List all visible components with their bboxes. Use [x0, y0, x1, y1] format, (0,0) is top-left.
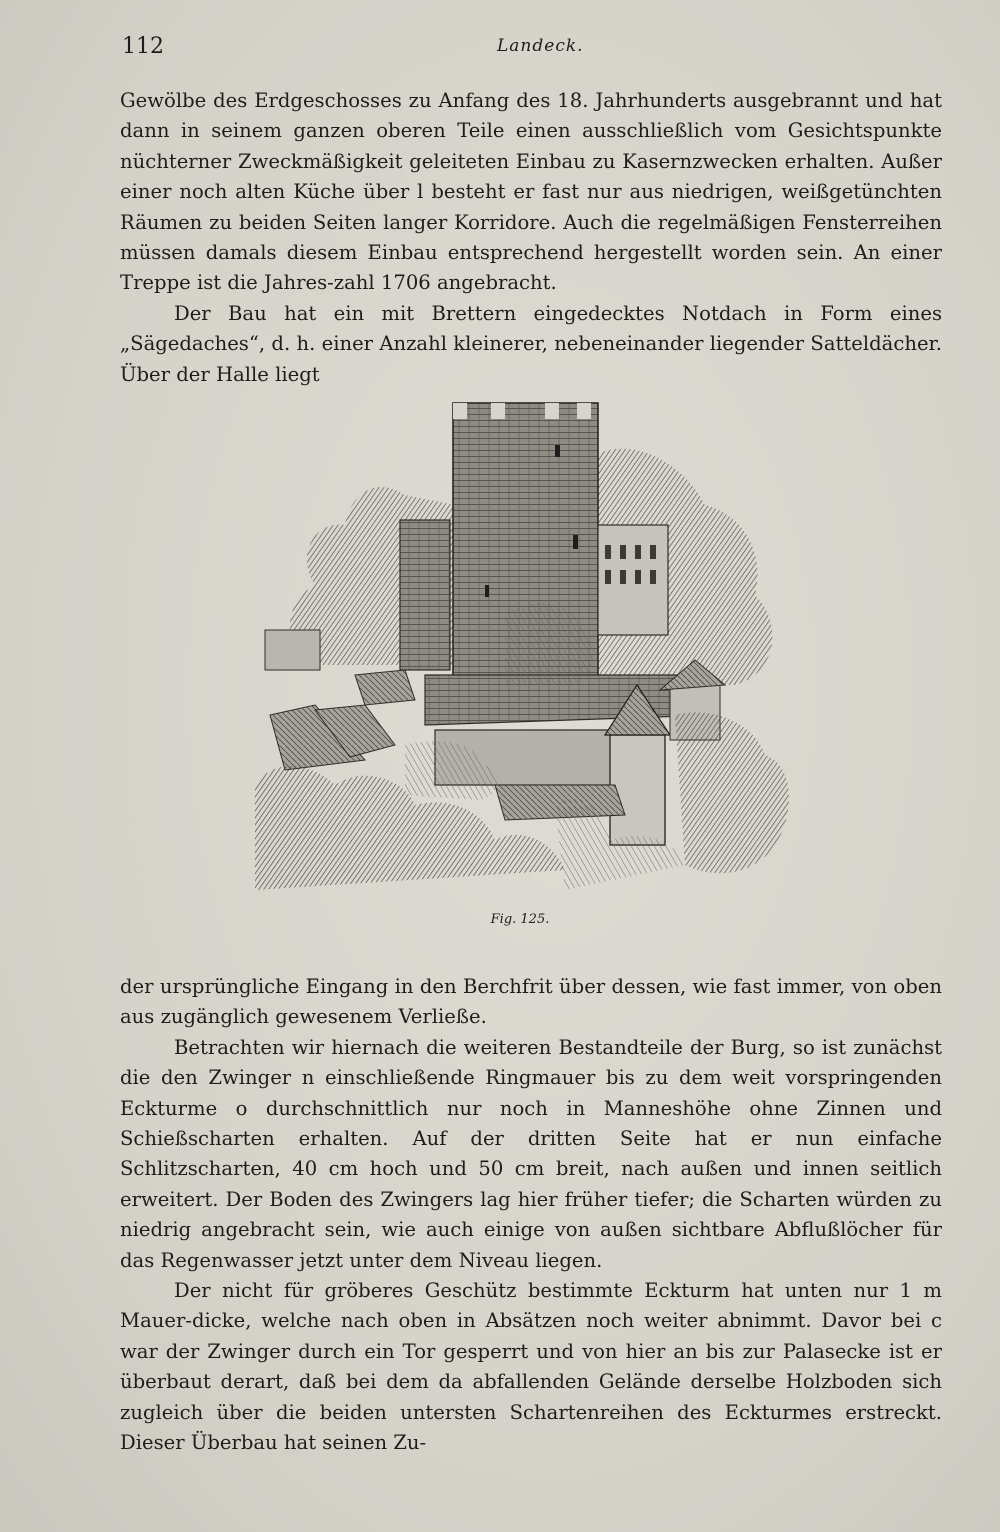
paragraph: Gewölbe des Erdgeschosses zu Anfang des 18. Jahrhunderts ausgebrannt und hat dann in seinem ganzen oberen Teile einen ausschließlich vom Gesichtspunkte nüchterner Zweckmäßigkeit geleiteten Einbau zu Kasernzwecken erhalten. Außer einer noch alten Küche über l besteht er fast nur aus niedrigen, weißgetünchten Räumen zu beiden Seiten langer Korridore. Auch die regelmäßigen Fensterreihen müssen damals diesem Einbau entsprechend hergestellt worden sein. An einer Treppe ist die Jahres-zahl 1706 angebracht. — [120, 89, 942, 295]
page-number: 112 — [122, 34, 164, 59]
text-block-bottom — [120, 972, 942, 1459]
running-head: Landeck. — [497, 36, 584, 56]
paragraph: Betrachten wir hiernach die weiteren Bestandteile der Burg, so ist zunächst die den Zwinger n einschließende Ringmauer bis zu dem weit vorspringenden Eckturme o durchschnittlich nur noch in Manneshöhe ohne Zinnen und Schießscharten erhalten. Auf der dritten Seite hat er nun einfache Schlitzscharten, 40 cm hoch und 50 cm breit, nach außen und innen seitlich erweitert. Der Boden des Zwingers lag hier früher tiefer; die Scharten würden zu niedrig angebracht sein, wie auch einige von außen sichtbare Abflußlöcher für das Regenwasser jetzt unter dem Niveau liegen. — [120, 1035, 942, 1272]
paragraph: Der Bau hat ein mit Brettern eingedecktes Notdach in Form eines „Sägedaches“, d. h. einer Anzahl kleinerer, nebeneinander liegender Satteldächer. Über der Halle liegt — [120, 301, 942, 386]
castle-illustration — [255, 385, 795, 890]
text-block-top — [120, 86, 942, 390]
figure-caption: Fig. 125. — [490, 912, 550, 927]
paragraph: der ursprüngliche Eingang in den Berchfrit über dessen, wie fast immer, von oben aus zugänglich gewesenem Verließe. — [120, 975, 942, 1029]
page-header — [122, 34, 942, 64]
paragraph: Der nicht für gröberes Geschütz bestimmte Eckturm hat unten nur 1 m Mauer-dicke, welche nach oben in Absätzen noch weiter abnimmt. Davor bei c war der Zwinger durch ein Tor gesperrt und von hier an bis zur Palasecke ist er überbaut derart, daß bei dem da abfallenden Gelände derselbe Holzboden sich zugleich über die beiden untersten Schartenreihen des Eckturmes erstreckt. Dieser Überbau hat seinen Zu- — [120, 1279, 942, 1455]
